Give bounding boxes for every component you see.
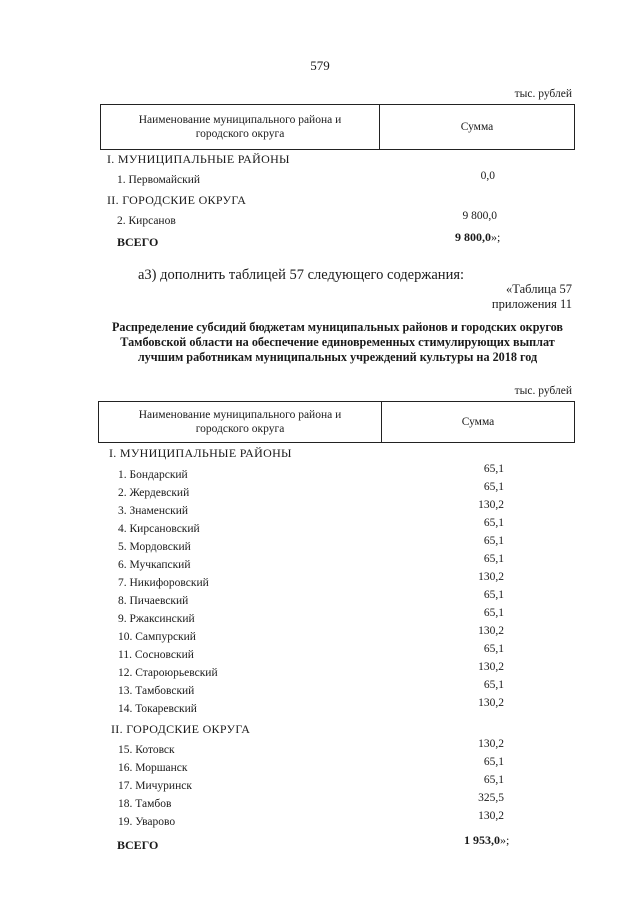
table56-section-cities: II. ГОРОДСКИЕ ОКРУГА <box>107 193 247 207</box>
units-label-table56: тыс. рублей <box>514 88 572 100</box>
table57-header-name: Наименование муниципального района и городского округа <box>138 409 342 435</box>
table57-caption <box>492 282 572 312</box>
table57-total-value <box>464 833 509 848</box>
city-row-name: 19. Уварово <box>118 816 176 828</box>
table57-section-districts: I. МУНИЦИПАЛЬНЫЕ РАЙОНЫ <box>109 446 292 460</box>
city-row-name: 17. Мичуринск <box>118 780 192 792</box>
table57-section-cities: II. ГОРОДСКИЕ ОКРУГА <box>111 722 251 736</box>
district-row-name: 5. Мордовский <box>118 541 191 553</box>
district-row-value: 130,2 <box>478 571 504 583</box>
table56-header-sum: Сумма <box>460 121 494 133</box>
table56-total-value <box>455 230 500 245</box>
table56-header <box>100 104 575 150</box>
city-row-value: 65,1 <box>483 756 504 768</box>
table57-total-suffix: »; <box>500 833 510 847</box>
table56-total-label: ВСЕГО <box>117 235 159 249</box>
table57-header-sum: Сумма <box>461 416 495 428</box>
instruction-text: а3) дополнить таблицей 57 следующего содержания: <box>138 267 465 283</box>
city-row-value: 130,2 <box>478 810 504 822</box>
units-label-table57: тыс. рублей <box>514 385 572 397</box>
district-row-name: 1. Бондарский <box>118 469 188 481</box>
table56-total-amount: 9 800,0 <box>455 230 491 244</box>
city-row-value: 65,1 <box>483 774 504 786</box>
city-row-name: 18. Тамбов <box>118 798 172 810</box>
district-row-value: 65,1 <box>483 679 504 691</box>
district-row-name: 7. Никифоровский <box>118 577 209 589</box>
district-row-value: 130,2 <box>478 697 504 709</box>
table57-caption-line2: приложения 11 <box>491 297 572 311</box>
district-row-value: 65,1 <box>483 607 504 619</box>
district-row-value: 130,2 <box>478 499 504 511</box>
table57-title: Распределение субсидий бюджетам муниципальных районов и городских округов Тамбовской области на обеспечение единовременных стимулирующих выплат лучшим работникам муниципальных учреждений культуры на 2018 год <box>111 320 564 364</box>
district-row-value: 65,1 <box>483 589 504 601</box>
district-row-name: 12. Староюрьевский <box>118 667 218 679</box>
table57-total-label: ВСЕГО <box>117 838 159 852</box>
district-row-value: 130,2 <box>478 661 504 673</box>
district-row-value: 65,1 <box>483 643 504 655</box>
district-row-name: 6. Мучкапский <box>118 559 191 571</box>
district-row-name: 8. Пичаевский <box>118 595 189 607</box>
table57-caption-line1: «Таблица 57 <box>506 282 572 296</box>
district-row-name: 4. Кирсановский <box>118 523 200 535</box>
district-row-name: 10. Сампурский <box>118 631 196 643</box>
district-row-value: 130,2 <box>478 625 504 637</box>
district-row-name: 9. Ржаксинский <box>118 613 195 625</box>
district-row-value: 65,1 <box>483 463 504 475</box>
city-row-name: 16. Моршанск <box>118 762 188 774</box>
city-row-value: 130,2 <box>478 738 504 750</box>
table56-row-name: 1. Первомайский <box>117 174 200 186</box>
district-row-name: 14. Токаревский <box>118 703 197 715</box>
table56-header-name: Наименование муниципального района и городского округа <box>138 114 342 140</box>
district-row-value: 65,1 <box>483 481 504 493</box>
table56-row-value: 0,0 <box>480 170 495 182</box>
district-row-name: 2. Жердевский <box>118 487 190 499</box>
city-row-name: 15. Котовск <box>118 744 175 756</box>
district-row-name: 3. Знаменский <box>118 505 189 517</box>
table56-total-suffix: »; <box>491 230 501 244</box>
table56-row-value: 9 800,0 <box>462 210 497 222</box>
district-row-value: 65,1 <box>483 553 504 565</box>
page-number: 579 <box>310 58 330 73</box>
table56-row-name: 2. Кирсанов <box>117 215 176 227</box>
district-row-name: 13. Тамбовский <box>118 685 195 697</box>
district-row-value: 65,1 <box>483 517 504 529</box>
table57-total-amount: 1 953,0 <box>464 833 500 847</box>
city-row-value: 325,5 <box>478 792 504 804</box>
table56-section-districts: I. МУНИЦИПАЛЬНЫЕ РАЙОНЫ <box>107 152 290 166</box>
district-row-value: 65,1 <box>483 535 504 547</box>
table57-header <box>98 401 575 443</box>
district-row-name: 11. Сосновский <box>118 649 194 661</box>
